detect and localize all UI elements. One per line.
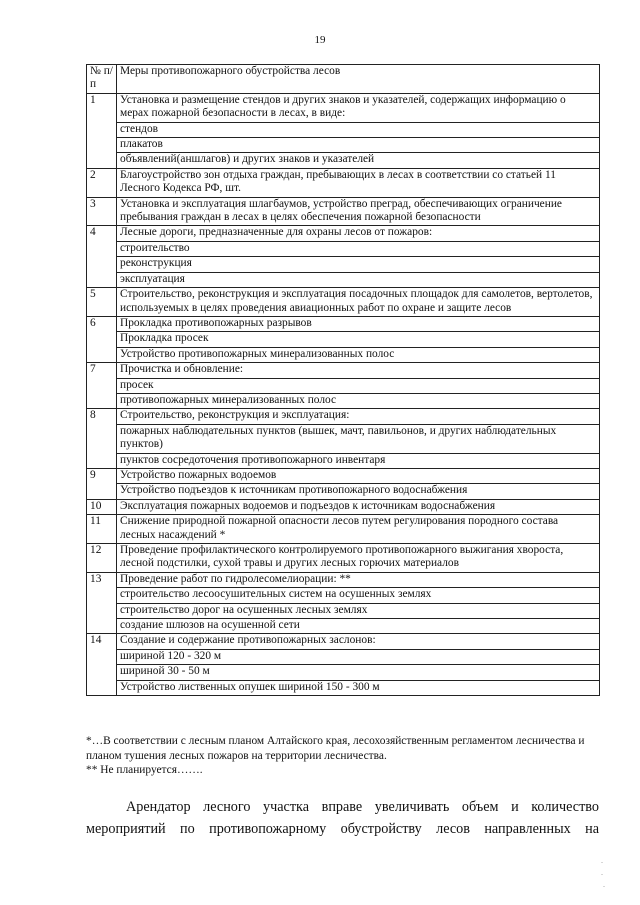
row-sub-item: эксплуатация: [117, 272, 600, 287]
table-subrow: [87, 272, 600, 287]
table-row: [87, 468, 600, 483]
table-subrow: [87, 603, 600, 618]
fire-measures-table: [86, 64, 600, 696]
table-row: [87, 93, 600, 122]
row-measure: Прокладка противопожарных разрывов: [117, 316, 600, 331]
table-subrow: [87, 393, 600, 408]
table-body: [87, 93, 600, 695]
row-measure: Строительство, реконструкция и эксплуатация посадочных площадок для самолетов, вертолетов, используемых в целях проведения авиационных работ по охране и защите лесов: [117, 288, 600, 317]
row-sub-item: пунктов сосредоточения противопожарного инвентаря: [117, 453, 600, 468]
row-number: 13: [87, 572, 117, 634]
table-row: [87, 197, 600, 226]
row-sub-item: Устройство лиственных опушек шириной 150 - 300 м: [117, 680, 600, 695]
row-measure: Эксплуатация пожарных водоемов и подъездов к источникам водоснабжения: [117, 499, 600, 514]
row-measure: Благоустройство зон отдыха граждан, пребывающих в лесах в соответствии со статьей 11 Лесного Кодекса РФ, шт.: [117, 168, 600, 197]
row-number: 2: [87, 168, 117, 197]
table-header-row: [87, 65, 600, 94]
page-number: 19: [314, 34, 326, 46]
row-number: 8: [87, 409, 117, 469]
table-subrow: [87, 588, 600, 603]
footnotes: [86, 734, 599, 778]
table-row: [87, 316, 600, 331]
table-subrow: [87, 332, 600, 347]
row-number: 12: [87, 544, 117, 573]
row-measure: Устройство пожарных водоемов: [117, 468, 600, 483]
row-sub-item: шириной 30 - 50 м: [117, 665, 600, 680]
row-sub-item: Прокладка просек: [117, 332, 600, 347]
row-measure: Установка и размещение стендов и других знаков и указателей, содержащих информацию о мерах пожарной безопасности в лесах, в виде:: [117, 93, 600, 122]
paragraph-text: Арендатор лесного участка вправе увеличивать объем и количество мероприятий по противопожарному обустройству лесов направленных на: [86, 799, 599, 837]
header-title: Меры противопожарного обустройства лесов: [117, 65, 600, 94]
row-number: 14: [87, 634, 117, 696]
row-measure: Проведение работ по гидролесомелиорации: **: [117, 572, 600, 587]
row-number: 7: [87, 363, 117, 409]
row-number: 1: [87, 93, 117, 168]
row-sub-item: объявлений(аншлагов) и других знаков и указателей: [117, 153, 600, 168]
row-sub-item: просек: [117, 378, 600, 393]
table-row: [87, 288, 600, 317]
table-subrow: [87, 138, 600, 153]
table-row: [87, 363, 600, 378]
table-row: [87, 544, 600, 573]
row-sub-item: создание шлюзов на осушенной сети: [117, 619, 600, 634]
margin-marks: . . .: [601, 856, 605, 889]
table-subrow: [87, 424, 600, 453]
row-sub-item: плакатов: [117, 138, 600, 153]
row-number: 5: [87, 288, 117, 317]
table-subrow: [87, 122, 600, 137]
table-subrow: [87, 241, 600, 256]
row-measure: Проведение профилактического контролируемого противопожарного выжигания хвороста, лесной подстилки, сухой травы и других лесных горючих материалов: [117, 544, 600, 573]
row-number: 6: [87, 316, 117, 362]
table-subrow: [87, 619, 600, 634]
row-sub-item: пожарных наблюдательных пунктов (вышек, мачт, павильонов, и других наблюдательных пунктов): [117, 424, 600, 453]
row-number: 3: [87, 197, 117, 226]
table-subrow: [87, 680, 600, 695]
row-sub-item: Устройство подъездов к источникам противопожарного водоснабжения: [117, 484, 600, 499]
table-row: [87, 168, 600, 197]
table-row: [87, 515, 600, 544]
row-measure: Лесные дороги, предназначенные для охраны лесов от пожаров:: [117, 226, 600, 241]
row-sub-item: строительство дорог на осушенных лесных землях: [117, 603, 600, 618]
table-subrow: [87, 257, 600, 272]
table-subrow: [87, 649, 600, 664]
row-measure: Прочистка и обновление:: [117, 363, 600, 378]
row-number: 10: [87, 499, 117, 514]
row-sub-item: шириной 120 - 320 м: [117, 649, 600, 664]
table-row: [87, 226, 600, 241]
table-row: [87, 572, 600, 587]
table-row: [87, 409, 600, 424]
table-subrow: [87, 665, 600, 680]
row-measure: Снижение природной пожарной опасности лесов путем регулирования породного состава лесных насаждений *: [117, 515, 600, 544]
row-sub-item: строительство лесоосушительных систем на осушенных землях: [117, 588, 600, 603]
row-sub-item: строительство: [117, 241, 600, 256]
row-number: 11: [87, 515, 117, 544]
row-measure: Установка и эксплуатация шлагбаумов, устройство преград, обеспечивающих ограничение пребывания граждан в лесах в целях обеспечения пожарной безопасности: [117, 197, 600, 226]
footnote-2: ** Не планируется…….: [86, 764, 203, 776]
row-sub-item: стендов: [117, 122, 600, 137]
body-paragraph: [86, 796, 599, 840]
row-measure: Строительство, реконструкция и эксплуатация:: [117, 409, 600, 424]
header-number: № п/п: [87, 65, 117, 94]
table-subrow: [87, 153, 600, 168]
table-row: [87, 499, 600, 514]
table-subrow: [87, 484, 600, 499]
row-number: 9: [87, 468, 117, 499]
row-sub-item: противопожарных минерализованных полос: [117, 393, 600, 408]
table-subrow: [87, 347, 600, 362]
row-number: 4: [87, 226, 117, 288]
row-measure: Создание и содержание противопожарных заслонов:: [117, 634, 600, 649]
footnote-1: *…В соответствии с лесным планом Алтайского края, лесохозяйственным регламентом лесничества и планом тушения лесных пожаров на территории лесничества.: [86, 735, 585, 762]
row-sub-item: Устройство противопожарных минерализованных полос: [117, 347, 600, 362]
table-row: [87, 634, 600, 649]
table-subrow: [87, 378, 600, 393]
table-subrow: [87, 453, 600, 468]
row-sub-item: реконструкция: [117, 257, 600, 272]
